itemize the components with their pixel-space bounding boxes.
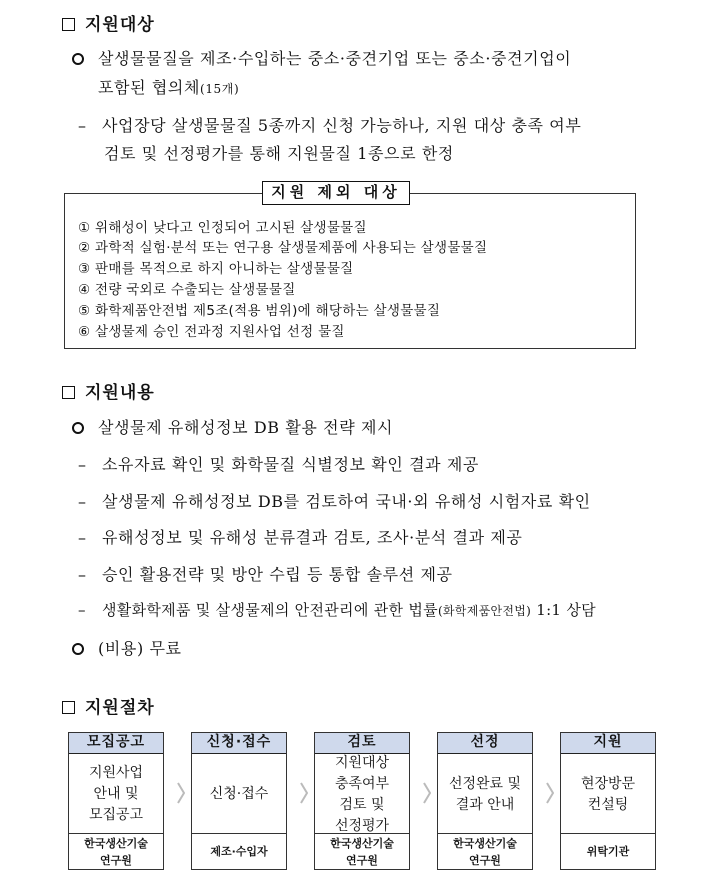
step-header: 신청·접수 (192, 733, 286, 754)
square-bullet-icon (62, 18, 75, 31)
step-body: 신청·접수 (209, 786, 269, 802)
section-title-procedure: 지원절차 (62, 693, 155, 718)
target-dash-line2: 검토 및 선정평가를 통해 지원물질 1종으로 한정 (104, 144, 454, 163)
target-dash-line1: – 사업장당 살생물물질 5종까지 신청 가능하나, 지원 대상 충족 여부 (78, 116, 582, 135)
step-header: 검토 (315, 733, 409, 754)
step-header: 지원 (561, 733, 655, 754)
content-dash: – 유해성정보 및 유해성 분류결과 검토, 조사·분석 결과 제공 (78, 528, 523, 547)
chevron-right-icon (177, 782, 185, 804)
step-body: 선정완료 및 결과 안내 (448, 775, 522, 813)
chevron-right-icon (423, 782, 431, 804)
step-body: 지원사업 안내 및 모집공고 (88, 765, 144, 823)
circle-bullet-icon (72, 53, 84, 65)
exclusion-item: ⑥ 살생물제 승인 전과정 지원사업 선정 물질 (78, 324, 345, 340)
dash-bullet-icon: – (78, 565, 87, 584)
content-dash: – 소유자료 확인 및 화학물질 식별정보 확인 결과 제공 (78, 455, 479, 474)
circle-bullet-icon (72, 643, 84, 655)
step-footer: 한국생산기술 연구원 (315, 833, 409, 869)
dash-bullet-icon: – (78, 455, 87, 474)
exclusion-box-title: 지원 제외 대상 (262, 181, 410, 205)
square-bullet-icon (62, 386, 75, 399)
square-bullet-icon (62, 701, 75, 714)
dash-bullet-icon: – (78, 492, 87, 511)
step-body: 현장방문 컨설팅 (580, 775, 636, 813)
step-footer: 위탁기관 (561, 833, 655, 869)
step-footer: 한국생산기술 연구원 (69, 833, 163, 869)
step-body: 지원대상 충족여부 검토 및 선정평가 (334, 754, 390, 834)
step-box-support (560, 732, 656, 870)
exclusion-item: ④ 전량 국외로 수출되는 살생물물질 (78, 282, 296, 298)
step-footer: 한국생산기술 연구원 (438, 833, 532, 869)
content-dash: – 생활화학제품 및 살생물제의 안전관리에 관한 법률(화학제품안전법) 1:1 상담 (78, 601, 596, 619)
target-bullet-line1: 살생물물질을 제조·수입하는 중소·중견기업 또는 중소·중견기업이 (72, 46, 571, 69)
step-box-announcement (68, 732, 164, 870)
chevron-right-icon (546, 782, 554, 804)
dash-bullet-icon: – (78, 528, 87, 547)
exclusion-item: ⑤ 화학제품안전법 제5조(적용 범위)에 해당하는 살생물물질 (78, 303, 441, 319)
chevron-right-icon (300, 782, 308, 804)
dash-bullet-icon: – (78, 601, 86, 619)
exclusion-item: ② 과학적 실험·분석 또는 연구용 살생물제품에 사용되는 살생물물질 (78, 240, 488, 256)
exclusion-item: ③ 판매를 목적으로 하지 아니하는 살생물물질 (78, 261, 354, 277)
exclusion-item: ① 위해성이 낮다고 인정되어 고시된 살생물물질 (78, 220, 367, 236)
section-title-content: 지원내용 (62, 378, 155, 403)
step-header: 모집공고 (69, 733, 163, 754)
content-dash: – 살생물제 유해성정보 DB를 검토하여 국내·외 유해성 시험자료 확인 (78, 492, 591, 511)
step-box-selection (437, 732, 533, 870)
step-box-application (191, 732, 287, 870)
target-bullet-line2: 포함된 협의체(15개) (98, 78, 240, 97)
step-box-review (314, 732, 410, 870)
content-cost-bullet: (비용) 무료 (72, 636, 182, 659)
circle-bullet-icon (72, 422, 84, 434)
step-footer: 제조·수입자 (192, 833, 286, 869)
section-title-target: 지원대상 (62, 10, 155, 35)
content-bullet: 살생물제 유해성정보 DB 활용 전략 제시 (72, 415, 393, 438)
content-dash: – 승인 활용전략 및 방안 수립 등 통합 솔루션 제공 (78, 565, 453, 584)
step-header: 선정 (438, 733, 532, 754)
dash-bullet-icon: – (78, 116, 87, 135)
